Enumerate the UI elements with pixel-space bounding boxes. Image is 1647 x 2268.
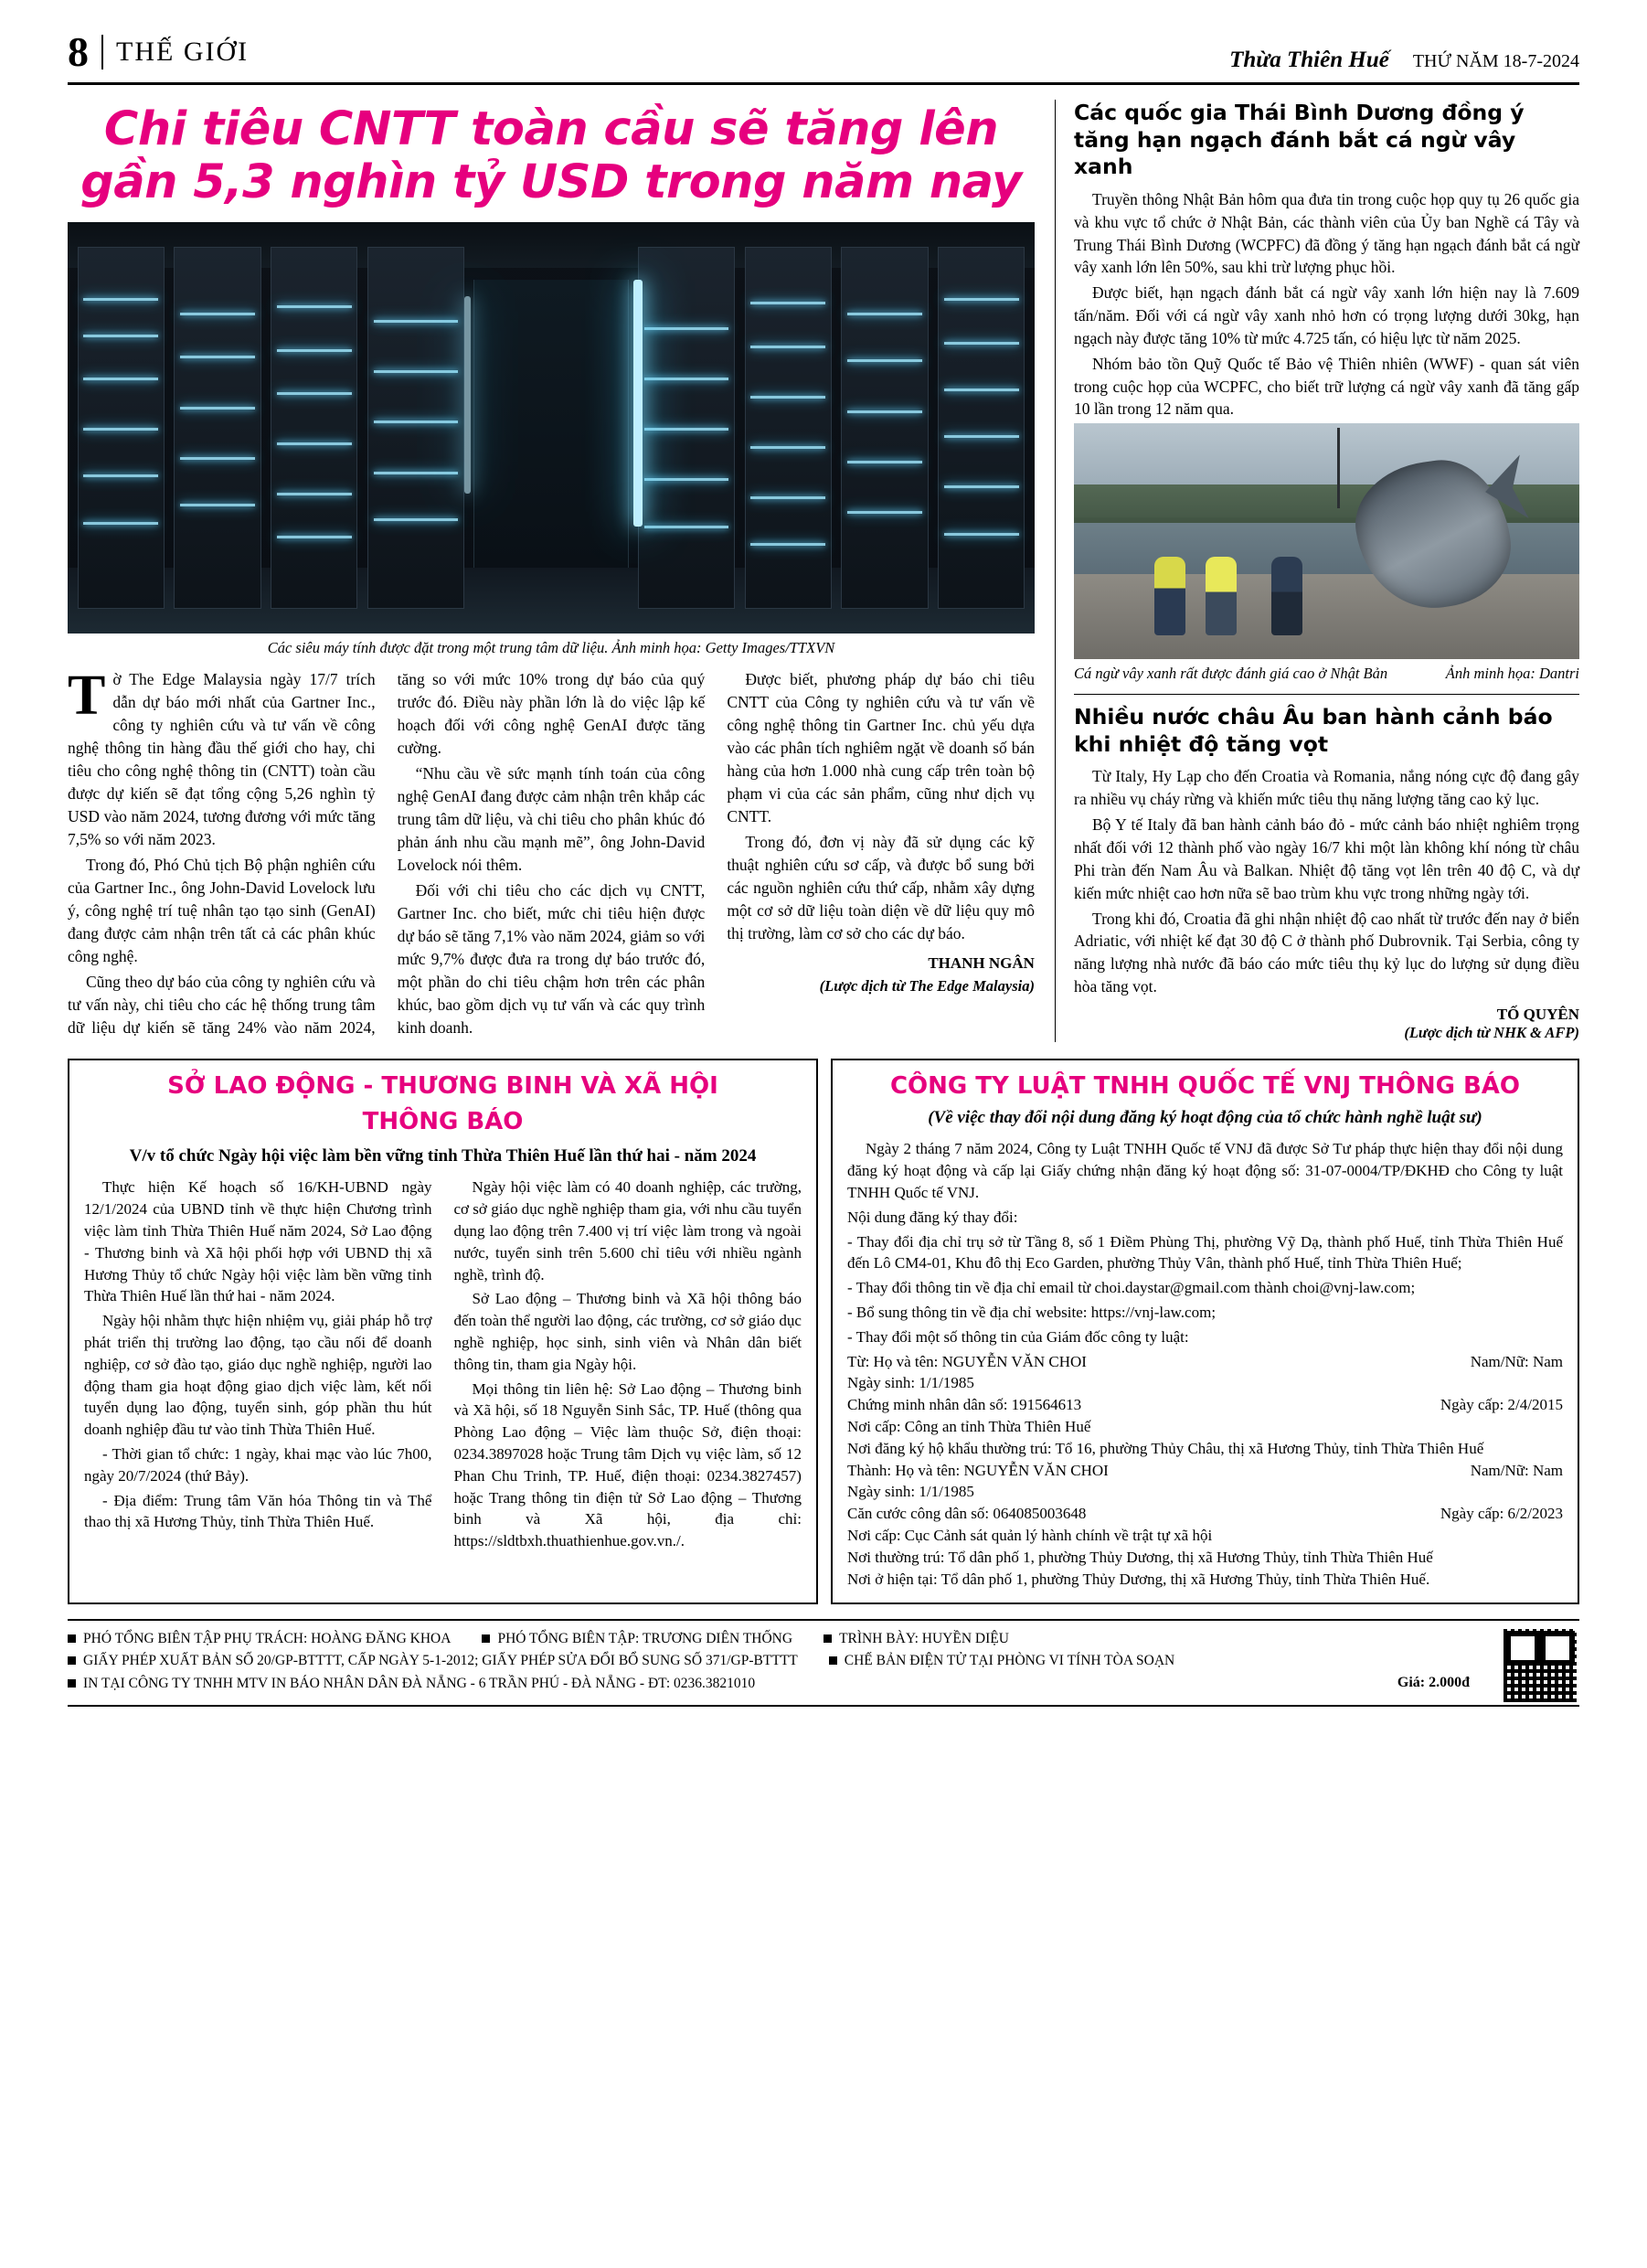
lead-story: [68, 100, 1055, 1042]
paragraph: Thực hiện Kế hoạch số 16/KH-UBND ngày 12/1/2024 của UBND tỉnh về thực hiện Chương trình việc làm tỉnh Thừa Thiên Huế năm 2024, Sở Lao động - Thương binh và Xã hội phối hợp với UBND thị xã Hương Thủy tổ chức Ngày hội việc làm bền vững tỉnh Thừa Thiên Huế lần thứ hai - năm 2024.: [84, 1178, 432, 1305]
detail-row: [847, 1394, 1563, 1416]
detail-left: Căn cước công dân số: 064085003648: [846, 1505, 1087, 1523]
footer-text: PHÓ TỔNG BIÊN TẬP: TRƯƠNG DIÊN THỐNG: [497, 1631, 793, 1647]
detail-row: Nơi cấp: Công an tỉnh Thừa Thiên Huế: [846, 1417, 1091, 1435]
byline-name: THANH NGÂN: [928, 954, 1035, 973]
detail-row: Ngày sinh: 1/1/1985: [846, 1374, 974, 1392]
tuna-photo-block: [1074, 423, 1579, 683]
bullet-square-icon: [829, 1656, 837, 1665]
paragraph: Bộ Y tế Italy đã ban hành cảnh báo đỏ - mức cảnh báo nhiệt nghiêm trọng nhất đối với 12 thành phố vào ngày 16/7 khi một làn không khí nóng từ châu Phi tràn đến Nam Âu và Balkan. Nhiệt độ tăng vọt lên trên 40 độ C, và dự kiến mức nhiệt cao hơn nữa sẽ bao trùm khu vực trong những ngày tới.: [1074, 815, 1579, 902]
data-center-photo: [68, 222, 1035, 634]
lead-photo-block: [68, 222, 1035, 657]
notice-right-body: [847, 1138, 1563, 1590]
notice-left-subtitle: V/v tổ chức Ngày hội việc làm bền vững tỉnh Thừa Thiên Huế lần thứ hai - năm 2024: [129, 1145, 757, 1166]
section-title: THẾ GIỚI: [116, 37, 250, 67]
detail-row: [847, 1460, 1563, 1482]
paragraph: Ngày hội việc làm có 40 doanh nghiệp, các trường, cơ sở giáo dục nghề nghiệp tham gia, với nhu cầu tuyển dụng lao động trên 7.400 vị trí việc làm trong và ngoài nước, tuyển sinh trên 5.600 chỉ tiêu với nhiều ngành nghề, trình độ.: [453, 1178, 802, 1283]
footer-item: [68, 1673, 755, 1695]
footer-text: GIẤY PHÉP XUẤT BẢN SỐ 20/GP-BTTTT, CẤP NGÀY 5-1-2012; GIẤY PHÉP SỬA ĐỔI BỔ SUNG SỐ 371/GP-BTTTT: [83, 1653, 798, 1669]
dropcap: T: [68, 665, 106, 728]
bullet-square-icon: [68, 1679, 76, 1688]
change-item: - Thay đổi thông tin về địa chỉ email từ choi.daystar@gmail.com thành choi@vnj-law.com;: [846, 1279, 1416, 1297]
tuna-caption-row: [1074, 665, 1579, 683]
right-story-heatwave: [1074, 704, 1579, 1042]
detail-row: Ngày sinh: 1/1/1985: [846, 1483, 974, 1501]
right-story-1-body: [1074, 188, 1579, 421]
notice-left-body: [84, 1177, 802, 1552]
footer-text: PHÓ TỔNG BIÊN TẬP PHỤ TRÁCH: HOÀNG ĐĂNG KHOA: [83, 1631, 452, 1647]
masthead-divider: [101, 35, 103, 69]
paragraph: Được biết, phương pháp dự báo chi tiêu CNTT của Công ty nghiên cứu và tư vấn về công nghệ thông tin Gartner Inc. chủ yếu dựa vào các phân tích nghiêm ngặt về doanh số bán hàng của hơn 1.000 nhà cung cấp trên toàn bộ phạm vi của các sản phẩm, cũng như dịch vụ CNTT.: [727, 670, 1035, 826]
paragraph: Trong đó, Phó Chủ tịch Bộ phận nghiên cứu của Gartner Inc., ông John-David Lovelock lưu ý, công nghệ trí tuệ nhân tạo tạo sinh (GenAI) đang được cảm nhận trên tất cả các phân khúc công nghệ.: [68, 856, 376, 966]
notice-labour-department: [68, 1059, 818, 1604]
lead-photo-caption: Các siêu máy tính được đặt trong một trung tâm dữ liệu. Ảnh minh họa: Getty Images/TTXVN: [267, 639, 835, 657]
detail-left: Chứng minh nhân dân số: 191564613: [846, 1396, 1082, 1414]
detail-right: Ngày cấp: 6/2/2023: [1440, 1505, 1563, 1523]
notices-area: [68, 1059, 1579, 1604]
footer-item: [829, 1650, 1175, 1672]
price-label: Giá: 2.000đ: [1397, 1675, 1470, 1691]
masthead-right: [1229, 48, 1579, 73]
footer-text: CHẾ BẢN ĐIỆN TỬ TẠI PHÒNG VI TÍNH TÒA SOẠN: [844, 1653, 1175, 1669]
page-number: 8: [68, 28, 89, 75]
change-item: - Bổ sung thông tin về địa chỉ website: https://vnj-law.com;: [846, 1303, 1217, 1321]
detail-left: Thành: Họ và tên: NGUYỄN VĂN CHOI: [846, 1461, 1109, 1479]
issue-date: THỨ NĂM 18-7-2024: [1412, 51, 1579, 71]
tuna-photo: [1074, 423, 1579, 659]
change-item: - Thay đổi một số thông tin của Giám đốc công ty luật:: [846, 1327, 1189, 1346]
detail-row: [847, 1503, 1563, 1525]
lead-byline: [727, 953, 1035, 996]
paragraph: “Nhu cầu về sức mạnh tính toán của công nghệ GenAI đang được cảm nhận trên khắp các trung tâm dữ liệu, và chi tiêu cho phân khúc đó phản ánh nhu cầu mạnh mẽ”, ông John-David Lovelock nói thêm.: [397, 764, 706, 875]
detail-row: Nơi thường trú: Tổ dân phố 1, phường Thủy Dương, thị xã Hương Thủy, tỉnh Thừa Thiên Huế: [846, 1548, 1433, 1566]
page-footer: [68, 1619, 1579, 1707]
notice-right-title: CÔNG TY LUẬT TNHH QUỐC TẾ VNJ THÔNG BÁO: [889, 1071, 1521, 1100]
paragraph: [68, 665, 376, 851]
bullet-square-icon: [824, 1634, 832, 1643]
footer-row-3: [68, 1672, 1470, 1695]
bullet-square-icon: [68, 1656, 76, 1665]
detail-right: Ngày cấp: 2/4/2015: [1440, 1396, 1563, 1414]
footer-item: [68, 1628, 451, 1650]
byline-note: (Lược dịch từ The Edge Malaysia): [819, 976, 1035, 995]
right-story-2-headline: Nhiều nước châu Âu ban hành cảnh báo khi nhiệt độ tăng vọt: [1074, 704, 1553, 757]
paragraph: Từ Italy, Hy Lạp cho đến Croatia và Romania, nắng nóng cực độ đang gây ra nhiều vụ cháy rừng và khiến mức tiêu thụ năng lượng tăng cao kỷ lục.: [1074, 767, 1579, 809]
paragraph: Ngày hội nhằm thực hiện nhiệm vụ, giải pháp hỗ trợ phát triển thị trường lao động, tạo cầu nối để doanh nghiệp, cơ sở đào tạo, giáo dục nghề nghiệp, người lao động tham gia hoạt động giao dịch việc làm, kết nối tuyển dụng lao động, tuyển sinh, góp phần thu hút doanh nghiệp đầu tư vào tỉnh Thừa Thiên Huế.: [84, 1312, 432, 1439]
paragraph-text: ờ The Edge Malaysia ngày 17/7 trích dẫn dự báo mới nhất của Gartner Inc., công ty nghiên cứu và tư vấn về công nghệ thông tin hàng đầu thế giới cho hay, chi tiêu cho công nghệ thông tin (CNTT) toàn cầu được dự kiến sẽ đạt tổng cộng 5,26 nghìn tỷ USD vào năm 2024, tương đương với mức tăng 7,5% so với năm 2023.: [68, 670, 376, 849]
notice-right-subtitle: (Về việc thay đổi nội dung đăng ký hoạt động của tổ chức hành nghề luật sư): [928, 1107, 1482, 1127]
paragraph: - Thời gian tổ chức: 1 ngày, khai mạc vào lúc 7h00, ngày 20/7/2024 (thứ Bảy).: [84, 1444, 432, 1485]
right-story-1-headline: Các quốc gia Thái Bình Dương đồng ý tăng hạn ngạch đánh bắt cá ngừ vây xanh: [1074, 100, 1525, 180]
paragraph: Trong khi đó, Croatia đã ghi nhận nhiệt độ cao nhất từ trước đến nay ở biển Adriatic, với nhiệt kế đạt 30 độ C ở thành phố Dubrovnik. Tại Serbia, công ty năng lượng nhà nước đã báo cáo mức tiêu thụ kỷ lục do lượng sử dụng điều hòa tăng vọt.: [1074, 909, 1579, 996]
paragraph: - Địa điểm: Trung tâm Văn hóa Thông tin và Thể thao thị xã Hương Thủy, tỉnh Thừa Thiên Huế.: [84, 1491, 432, 1531]
right-story-2-body: [1074, 765, 1579, 997]
paragraph: Đối với chi tiêu cho các dịch vụ CNTT, Gartner Inc. cho biết, mức chi tiêu hiện được dự báo sẽ tăng 7,1% vào năm 2024, giảm so với mức 9,7% được đưa ra trong dự báo trước đó, một phần do chi tiêu chậm hơn trên các phân khúc, bao gồm dịch vụ tư vấn và các quy trình kinh doanh.: [397, 881, 706, 1038]
footer-item: [482, 1628, 792, 1650]
footer-credits: [68, 1628, 1579, 1695]
detail-row: [847, 1351, 1563, 1373]
detail-row: Nơi đăng ký hộ khẩu thường trú: Tổ 16, phường Thủy Châu, thị xã Hương Thủy, tỉnh Thừa Thiên Huế: [846, 1439, 1484, 1457]
paragraph: Nhóm bảo tồn Quỹ Quốc tế Bảo vệ Thiên nhiên (WWF) - quan sát viên trong cuộc họp của WCPFC, cho biết trữ lượng cá ngừ vây xanh đã tăng gấp 10 lần trong 12 năm qua.: [1074, 354, 1579, 419]
footer-text: TRÌNH BÀY: HUYỀN DIỆU: [839, 1631, 1009, 1647]
paragraph: Trong đó, đơn vị này đã sử dụng các kỹ thuật nghiên cứu sơ cấp, và được bổ sung bởi các nguồn nghiên cứu thứ cấp, nhằm xây dựng một cơ sở dữ liệu toàn diện về dữ liệu quy mô thị trường, làm cơ sở cho các dự báo.: [727, 833, 1035, 943]
footer-text: IN TẠI CÔNG TY TNHH MTV IN BÁO NHÂN DÂN ĐÀ NẴNG - 6 TRẦN PHÚ - ĐÀ NẴNG - ĐT: 0236.3821010: [83, 1675, 756, 1691]
lead-headline: Chi tiêu CNTT toàn cầu sẽ tăng lên gần 5,3 nghìn tỷ USD trong năm nay: [80, 102, 1022, 210]
paragraph: Sở Lao động – Thương binh và Xã hội thông báo đến toàn thể người lao động, các trường, cơ sở giáo dục nghề nghiệp, học sinh, sinh viên và Nhân dân biết thông tin, tham gia Ngày hội.: [453, 1290, 802, 1373]
right-story-2-byline: [1074, 1006, 1579, 1042]
paragraph: Truyền thông Nhật Bản hôm qua đưa tin trong cuộc họp quy tụ 26 quốc gia và khu vực tổ chức ở Nhật Bản, các thành viên của Ủy ban Nghề cá Tây và Trung Thái Bình Dương (WCPFC) đã đồng ý tăng hạn ngạch đánh bắt cá ngừ vây xanh lớn lên 50%, sau khi trừ lượng phục hồi.: [1074, 189, 1579, 277]
change-item: - Thay đổi địa chỉ trụ sở từ Tầng 8, số 1 Điềm Phùng Thị, phường Vỹ Dạ, thành phố Huế, tỉnh Thừa Thiên Huế đến Lô CM4-01, Khu đô thị Eco Garden, phường Thủy Vân, thành phố Huế, tỉnh Thừa Thiên Huế;: [846, 1232, 1563, 1272]
paragraph: Cũng theo dự báo của công ty nghiên cứu và tư vấn này, chi tiêu cho các hệ thống trung tâm dữ liệu dự kiến sẽ tăng 24% vào năm 2024, tăng so với mức 10% trong dự báo của quý trước đó. Điều này phần lớn là do việc lập kế hoạch đối với công nghệ GenAI được tăng cường.: [68, 670, 706, 1038]
content-label: Nội dung đăng ký thay đổi:: [846, 1208, 1018, 1226]
right-column: [1055, 100, 1579, 1042]
paper-name: Thừa Thiên Huế: [1229, 48, 1389, 72]
footer-row-1: [68, 1628, 1470, 1650]
paragraph: Được biết, hạn ngạch đánh bắt cá ngừ vây xanh lớn hiện nay là 7.609 tấn/năm. Đối với cá ngừ vây xanh nhỏ hơn có trọng lượng dưới 30kg, hạn ngạch này được tăng 10% từ mức 4.725 tấn, có hiệu lực từ năm 2025.: [1074, 283, 1579, 347]
byline-name: TỐ QUYÊN: [1496, 1005, 1579, 1023]
tuna-photo-caption: Cá ngừ vây xanh rất được đánh giá cao ở Nhật Bản: [1074, 665, 1388, 683]
bullet-square-icon: [68, 1634, 76, 1643]
notice-left-title2: THÔNG BÁO: [362, 1107, 524, 1135]
notice-vnj-law: [831, 1059, 1579, 1604]
footer-item: [824, 1628, 1009, 1650]
detail-right: Nam/Nữ: Nam: [1470, 1352, 1563, 1370]
lead-article-body: [68, 665, 1035, 1039]
footer-row-2: [68, 1650, 1470, 1672]
bullet-square-icon: [482, 1634, 490, 1643]
detail-row: Nơi ở hiện tại: Tổ dân phố 1, phường Thủy Dương, thị xã Hương Thủy, tỉnh Thừa Thiên Huế.: [846, 1570, 1430, 1588]
top-content-area: [68, 100, 1579, 1042]
masthead: [68, 28, 1579, 85]
right-column-divider: [1074, 694, 1579, 695]
qr-code-icon: [1501, 1626, 1579, 1705]
right-story-tuna: [1074, 100, 1579, 683]
footer-item: [68, 1650, 798, 1672]
tuna-photo-credit: Ảnh minh họa: Dantri: [1445, 665, 1579, 683]
paragraph: Ngày 2 tháng 7 năm 2024, Công ty Luật TNHH Quốc tế VNJ đã được Sở Tư pháp thực hiện thay đổi nội dung đăng ký hoạt động và cấp lại Giấy chứng nhận đăng ký hoạt động số: 31-07-0004/TP/ĐKHĐ cho Công ty luật TNHH Quốc tế VNJ.: [846, 1140, 1563, 1201]
detail-row: Nơi cấp: Cục Cảnh sát quản lý hành chính về trật tự xã hội: [846, 1526, 1213, 1544]
notice-left-title: SỞ LAO ĐỘNG - THƯƠNG BINH VÀ XÃ HỘI: [167, 1071, 718, 1100]
masthead-left: [68, 28, 250, 75]
paragraph: Mọi thông tin liên hệ: Sở Lao động – Thương binh và Xã hội, số 18 Nguyễn Sinh Sắc, TP. Huế (thông qua Phòng Lao động – Việc làm thuộc Sở, điện thoại: 0234.3897028 hoặc Trung tâm Dịch vụ việc làm, số 12 Phan Chu Trinh, TP. Huế, điện thoại: 0234.3827457) hoặc Trang thông tin điện tử Sở Lao động – Thương binh và Xã hội, địa chỉ: https://sldtbxh.thuathienhue.gov.vn./.: [453, 1379, 802, 1550]
byline-note: (Lược dịch từ NHK & AFP): [1404, 1023, 1579, 1041]
detail-left: Từ: Họ và tên: NGUYỄN VĂN CHOI: [846, 1352, 1087, 1370]
detail-right: Nam/Nữ: Nam: [1470, 1461, 1563, 1479]
